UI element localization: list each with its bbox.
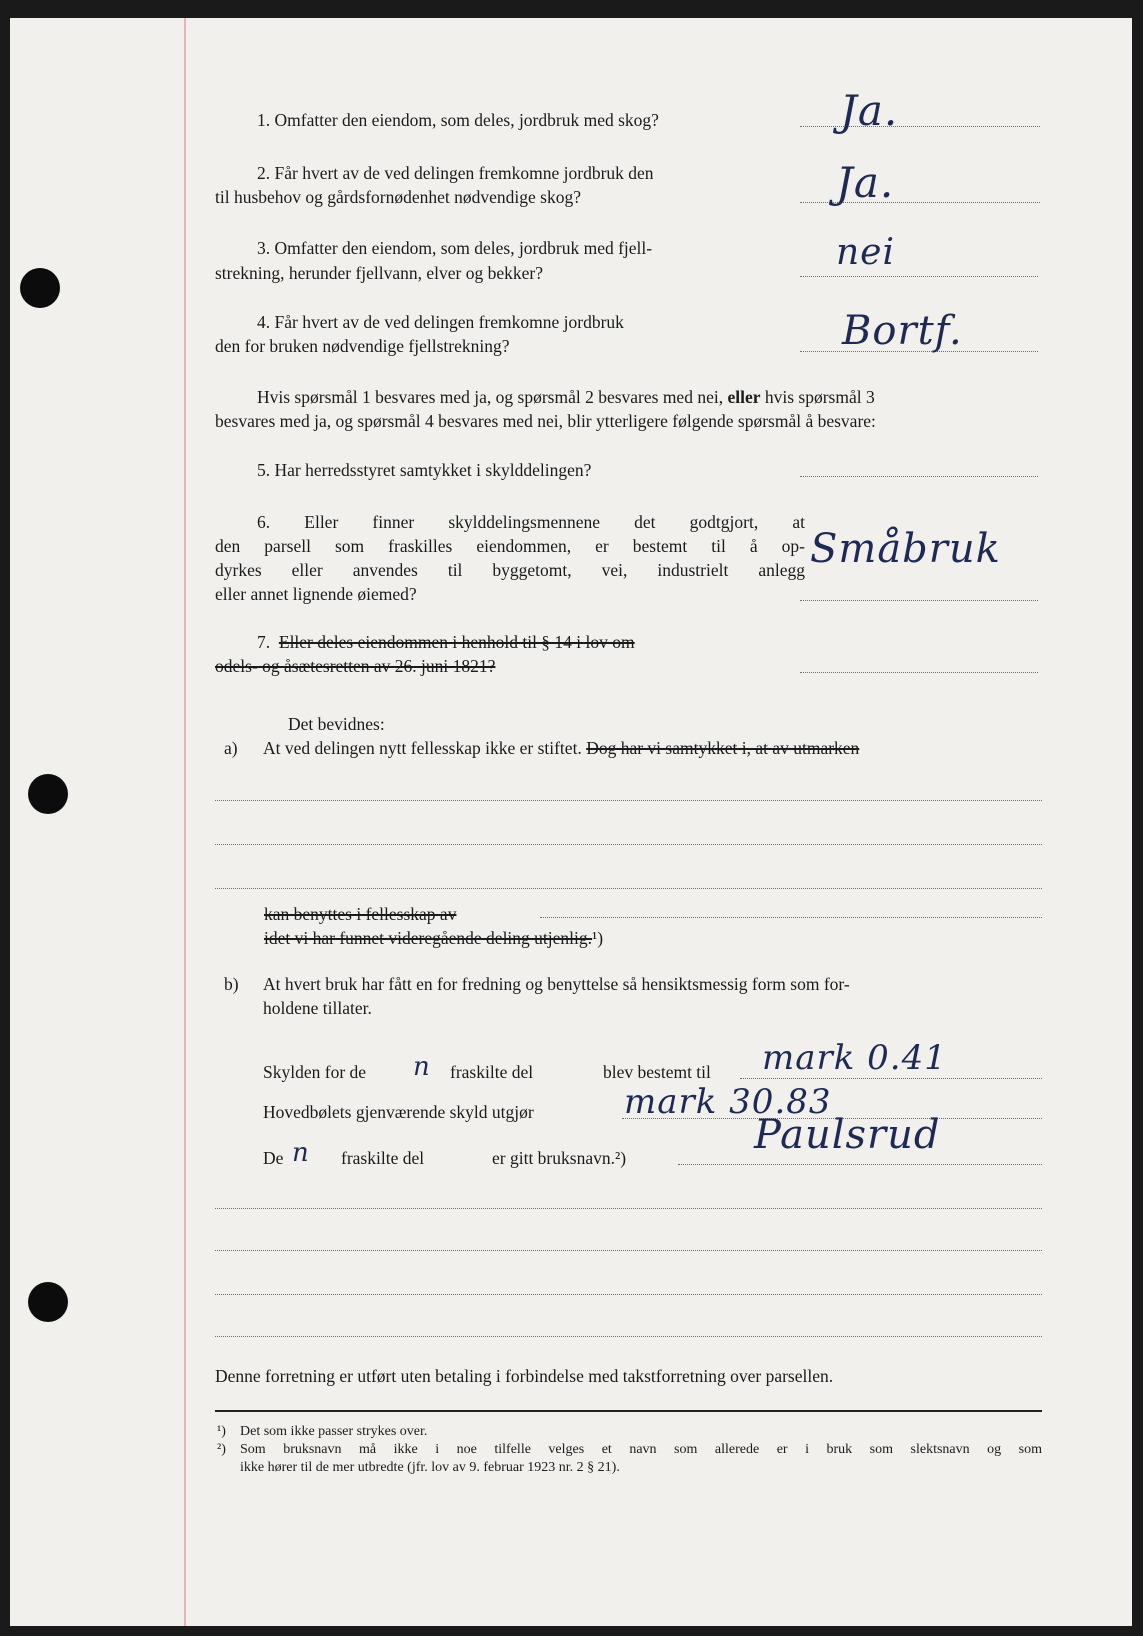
question-7-number: 7. [257, 632, 271, 652]
document-page [10, 18, 1132, 1626]
skyld-row-3-handwritten-en: n [292, 1138, 310, 1168]
certify-heading: Det bevidnes: [288, 714, 385, 734]
punch-hole-bottom [28, 1282, 68, 1322]
question-2-line-1: 2. Får hvert av de ved delingen fremkomne jordbruk den [257, 163, 654, 183]
blank-line-b2 [215, 1250, 1042, 1251]
bruksnavn-handwritten: Paulsrud [754, 1112, 941, 1158]
condition-line-1 [257, 385, 875, 409]
question-7-line-1 [257, 630, 635, 654]
struck-fellesskap: kan benyttes i fellesskap av [264, 904, 457, 924]
skyld-row-1-a: Skylden for de [263, 1062, 367, 1082]
item-b-label: b) [224, 974, 239, 994]
skyld-row-3-b: fraskilte del [341, 1148, 425, 1168]
item-a-line [263, 736, 859, 760]
punch-hole-top [20, 268, 60, 308]
skyld-value-handwritten: mark 0.41 [762, 1038, 947, 1078]
question-7-struck-2: odels- og åsætesretten av 26. juni 1821? [215, 656, 496, 676]
question-7-struck-1: Eller deles eiendommen i henhold til § 14 i lov om [278, 632, 635, 652]
blank-line-b4 [215, 1336, 1042, 1337]
red-margin-line [184, 18, 186, 1626]
answer-4-handwritten: Bortf. [842, 308, 963, 354]
skyld-row-1-handwritten-en: n [413, 1052, 431, 1082]
answer-3-handwritten: nei [836, 232, 896, 273]
condition-bold-eller: eller [727, 387, 761, 407]
question-1: 1. Omfatter den eiendom, som deles, jordbruk med skog? [257, 110, 659, 130]
answer-6-handwritten: Småbruk [810, 526, 1001, 572]
answer-line-3 [800, 276, 1038, 277]
skyld-row-1-b: fraskilte del [450, 1062, 534, 1082]
condition-line-2: besvares med ja, og spørsmål 4 besvares med nei, blir ytterligere følgende spørsmål å besvare: [215, 411, 876, 431]
question-3-line-2: strekning, herunder fjellvann, elver og bekker? [215, 263, 543, 283]
question-6-line-2: den parsell som fraskilles eiendommen, er bestemt til å op- [215, 536, 805, 556]
skyld-row-2-a: Hovedbølets gjenværende skyld utgjør [263, 1102, 534, 1122]
footnote-2-mark: ²) [217, 1442, 226, 1457]
question-4-line-1: 4. Får hvert av de ved delingen fremkomne jordbruk [257, 312, 624, 332]
condition-text-a: Hvis spørsmål 1 besvares med ja, og spørsmål 2 besvares med nei, [257, 387, 724, 407]
answer-line-6 [800, 600, 1038, 601]
footnote-rule [215, 1410, 1042, 1412]
question-2-line-2: til husbehov og gårdsfornødenhet nødvendige skog? [215, 187, 581, 207]
skyld-line-3 [678, 1164, 1042, 1165]
closing-statement: Denne forretning er utført uten betaling i forbindelse med takstforretning over parsellen. [215, 1366, 834, 1386]
item-a-label: a) [224, 738, 238, 758]
blank-line-a2 [215, 844, 1042, 845]
footnote-2-line-1: Som bruksnavn må ikke i noe tilfelle velges et navn som allerede er i bruk som slektsnavn og som [240, 1442, 1042, 1457]
item-b-line-1: At hvert bruk har fått en for fredning og benyttelse så hensiktsmessig form som for- [263, 974, 850, 994]
question-6-line-4: eller annet lignende øiemed? [215, 584, 417, 604]
blank-line-b3 [215, 1294, 1042, 1295]
footnote-2-line-2: ikke hører til de mer utbredte (jfr. lov av 9. februar 1923 nr. 2 § 21). [240, 1460, 620, 1475]
item-b-line-2: holdene tillater. [263, 998, 372, 1018]
footnote-1-mark: ¹) [217, 1424, 226, 1439]
footnote-1-text: Det som ikke passer strykes over. [240, 1424, 428, 1439]
struck-deling: idet vi har funnet videregående deling utjenlig. [264, 928, 593, 948]
hovedbol-value-handwritten: mark 30.83 [624, 1082, 832, 1122]
skyld-line-1 [740, 1078, 1042, 1079]
item-a-text: At ved delingen nytt fellesskap ikke er stiftet. [263, 738, 582, 758]
skyld-row-1-c: blev bestemt til [603, 1062, 711, 1082]
footnote-ref-1: ¹) [592, 928, 604, 948]
skyld-row-3-a: De [263, 1148, 284, 1168]
answer-line-7 [800, 672, 1038, 673]
struck-deling-line [264, 926, 603, 950]
question-3-line-1: 3. Omfatter den eiendom, som deles, jordbruk med fjell- [257, 238, 653, 258]
blank-line-a3 [215, 888, 1042, 889]
blank-line-b1 [215, 1208, 1042, 1209]
question-6-line-1: 6. Eller finner skylddelingsmennene det godtgjort, at [257, 512, 805, 532]
answer-line-5 [800, 476, 1038, 477]
condition-text-b: hvis spørsmål 3 [764, 387, 875, 407]
blank-line-fellesskap [540, 917, 1042, 918]
answer-line-1 [800, 126, 1040, 127]
answer-2-handwritten: Ja. [836, 158, 895, 207]
blank-line-a1 [215, 800, 1042, 801]
question-4-line-2: den for bruken nødvendige fjellstrekning? [215, 336, 510, 356]
question-6-line-3: dyrkes eller anvendes til byggetomt, vei, industrielt anlegg [215, 560, 805, 580]
question-5: 5. Har herredsstyret samtykket i skylddelingen? [257, 460, 592, 480]
skyld-row-3-c: er gitt bruksnavn.²) [492, 1148, 627, 1168]
answer-1-handwritten: Ja. [840, 86, 899, 135]
item-a-struck: Dog har vi samtykket i, at av utmarken [586, 738, 860, 758]
punch-hole-middle [28, 774, 68, 814]
